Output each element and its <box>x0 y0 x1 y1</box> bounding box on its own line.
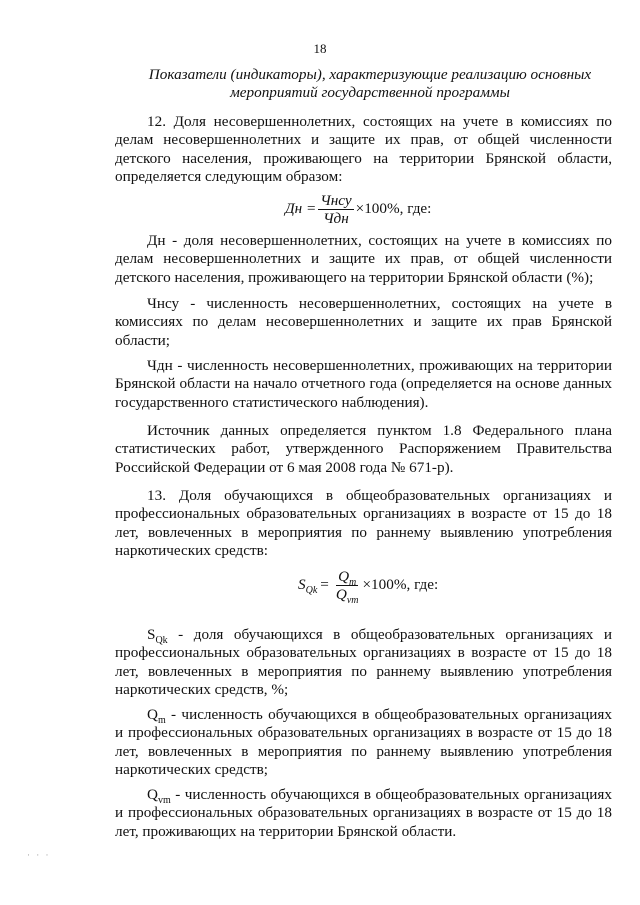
definition-sqk: $S_{Qk}$ - доля обучающихся в общеобразовательных организациях и профессиональных образовательных организациях в возрасте от 15 до 18 лет, вовлеченных в мероприятия по раннему выявлению употребления наркотических средств, %; <box>115 626 612 699</box>
formula-sqk-rhs: ×100%, где: <box>362 576 439 594</box>
definition-dn: Дн - доля несовершеннолетних, состоящих на учете в комиссиях по делам несовершеннолетних и защите их прав, от общей численности детского населения, проживающего на территории Брянской области (%); <box>115 232 612 286</box>
definition-chdn: Чдн - численность несовершеннолетних, проживающих на территории Брянской области на начало отчетного года (определяется на основе данных государственного статистического наблюдения). <box>115 357 612 411</box>
page-number: 18 <box>313 41 327 56</box>
formula-sqk-numerator: $Q_m$ <box>338 568 357 589</box>
definition-qvm: $Q_{vm}$ - численность обучающихся в общеобразовательных организациях и профессиональных образовательных организациях в возрасте от 15 до 18 лет, проживающих на территории Брянской области. <box>115 786 612 840</box>
formula-sqk-denominator: $Q_{vm}$ <box>335 586 359 607</box>
section-heading: Показатели (индикаторы), характеризующие реализацию основных мероприятий государственной программы <box>148 66 592 101</box>
formula-sqk-equals: = <box>320 576 329 594</box>
formula-dn-denominator: Чдн <box>323 210 349 227</box>
margin-mark: · · · <box>27 850 51 860</box>
formula-dn-rhs: ×100%, где: <box>355 200 432 218</box>
formula-dn <box>285 193 431 226</box>
data-source-paragraph: Источник данных определяется пунктом 1.8 Федерального плана статистических работ, утвержденного Распоряжением Правительства Российской Федерации от 6 мая 2008 года № 671-р). <box>115 422 612 476</box>
indicator-12-paragraph: 12. Доля несовершеннолетних, состоящих на учете в комиссиях по делам несовершеннолетних и защите их прав, от общей численности детского населения, проживающего на территории Брянской области, определяется следующим образом: <box>115 113 612 186</box>
formula-dn-numerator: Чнсу <box>320 192 352 209</box>
formula-dn-fraction <box>318 193 353 226</box>
definition-qm: $Q_m$ - численность обучающихся в общеобразовательных организациях и профессиональных образовательных организациях в возрасте от 15 до 18 лет, вовлеченных в мероприятия по раннему выявлению употребления наркотических средств; <box>115 706 612 779</box>
formula-sqk <box>298 568 439 607</box>
formula-sqk-fraction <box>334 568 361 607</box>
formula-dn-lhs: Дн = <box>285 200 317 218</box>
formula-sqk-lhs: $S_{Qk}$ <box>298 576 318 597</box>
definition-chnsu: Чнсу - численность несовершеннолетних, состоящих на учете в комиссиях по делам несовершеннолетних и защите их прав Брянской области; <box>115 295 612 349</box>
indicator-13-paragraph: 13. Доля обучающихся в общеобразовательных организациях и профессиональных образовательных организациях в возрасте от 15 до 18 лет, вовлеченных в мероприятия по раннему выявлению употребления наркотических средств: <box>115 487 612 560</box>
